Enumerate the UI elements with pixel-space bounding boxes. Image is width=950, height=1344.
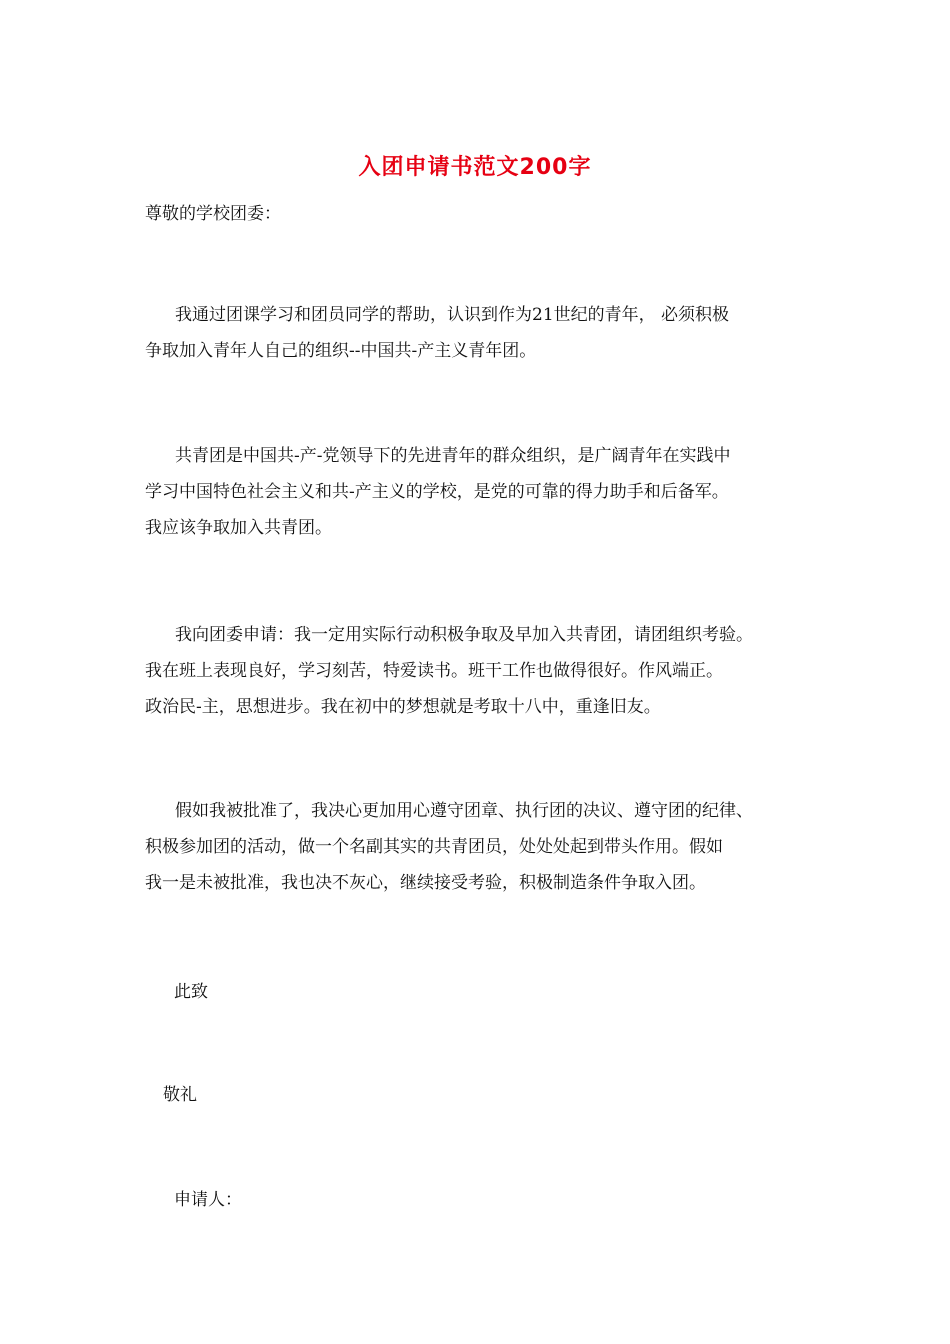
paragraph-line: 我一是未被批准，我也决不灰心，继续接受考验，积极制造条件争取入团。 <box>145 873 706 893</box>
paragraph-2 <box>145 438 835 546</box>
paragraph-line: 共青团是中国共-产-党领导下的先进青年的群众组织，是广阔青年在实践中 <box>175 446 731 466</box>
paragraph-3 <box>145 617 835 725</box>
paragraph-line: 假如我被批准了，我决心更加用心遵守团章、执行团的决议、遵守团的纪律、 <box>175 801 753 821</box>
paragraph-line: 我向团委申请：我一定用实际行动积极争取及早加入共青团，请团组织考验。 <box>175 625 753 645</box>
paragraph-line: 争取加入青年人自己的组织--中国共-产主义青年团。 <box>145 341 537 361</box>
paragraph-line: 我应该争取加入共青团。 <box>145 518 332 538</box>
paragraph-line: 我通过团课学习和团员同学的帮助，认识到作为21世纪的青年， 必须积极 <box>175 305 730 325</box>
paragraph-4 <box>145 793 835 901</box>
salutation: 尊敬的学校团委： <box>145 204 281 224</box>
document-title: 入团申请书范文200字 <box>358 155 592 180</box>
paragraph-line: 我在班上表现良好，学习刻苦，特爱读书。班干工作也做得很好。作风端正。 <box>145 661 723 681</box>
paragraph-line: 政治民-主，思想进步。我在初中的梦想就是考取十八中，重逢旧友。 <box>145 697 661 717</box>
paragraph-line: 学习中国特色社会主义和共-产主义的学校，是党的可靠的得力助手和后备军。 <box>145 482 729 502</box>
closing-cizhi: 此致 <box>174 982 208 1002</box>
signature-label: 申请人： <box>174 1190 242 1210</box>
closing-jingli: 敬礼 <box>163 1085 197 1105</box>
paragraph-line: 积极参加团的活动，做一个名副其实的共青团员，处处处起到带头作用。假如 <box>145 837 723 857</box>
paragraph-1 <box>145 297 835 369</box>
